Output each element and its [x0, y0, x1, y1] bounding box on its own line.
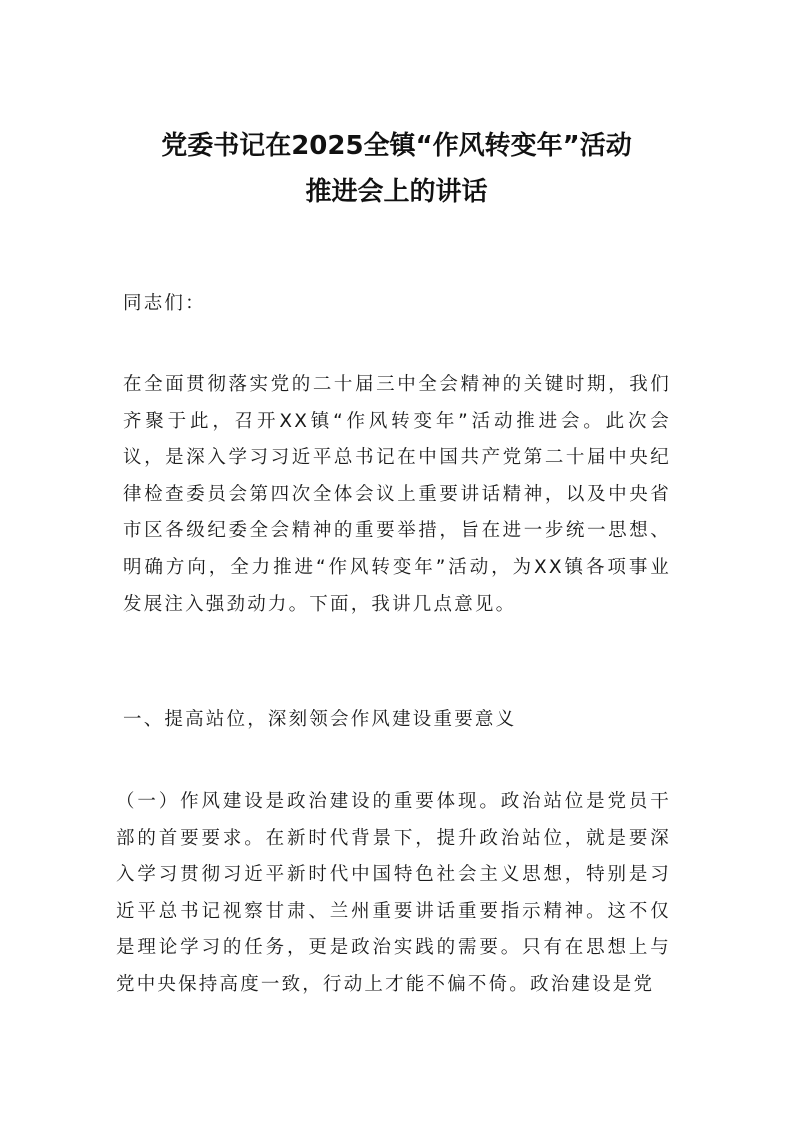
- body-paragraph: （一）作风建设是政治建设的重要体现。政治站位是党员干部的首要要求。在新时代背景下，提升政治站位，就是要深入学习贯彻习近平新时代中国特色社会主义思想，特别是习近平总书记视察甘肃、兰州重要讲话重要指示精神。这不仅是理论学习的任务，更是政治实践的需要。只有在思想上与党中央保持高度一致，行动上才能不偏不倚。政治建设是党: [116, 791, 671, 995]
- opening-paragraph: 在全面贯彻落实党的二十届三中全会精神的关键时期，我们齐聚于此，召开XX镇“作风转变年”活动推进会。此次会议，是深入学习习近平总书记在中国共产党第二十届中央纪律检查委员会第四次全体会议上重要讲话精神，以及中央省市区各级纪委全会精神的重要举措，旨在进一步统一思想、明确方向，全力推进“作风转变年”活动，为XX镇各项事业发展注入强劲动力。下面，我讲几点意见。: [123, 374, 671, 615]
- section-heading: 一、提高站位，深刻领会作风建设重要意义: [123, 709, 517, 730]
- salutation: 同志们：: [123, 293, 206, 314]
- document-title-line-2: 推进会上的讲话: [305, 177, 488, 207]
- document-title-line-1: 党委书记在2025全镇“作风转变年”活动: [161, 131, 632, 161]
